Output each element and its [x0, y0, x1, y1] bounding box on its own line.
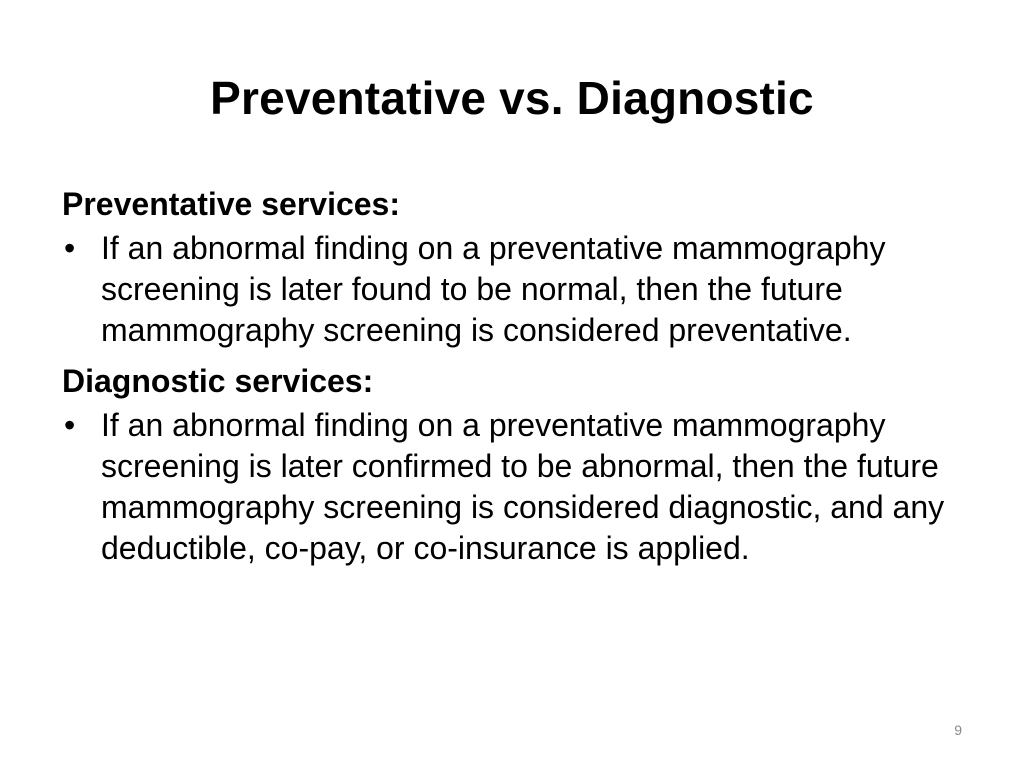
slide-content [62, 180, 972, 575]
preventative-services-bullet [62, 228, 972, 351]
diagnostic-services-bullet [62, 405, 972, 569]
bullet-text: If an abnormal finding on a preventative mammography screening is later found to be normal, then the future mammography screening is considered preventative. [101, 230, 886, 348]
slide-title: Preventative vs. Diagnostic [210, 72, 814, 124]
page-number: 9 [954, 722, 962, 738]
bullet-text: If an abnormal finding on a preventative mammography screening is later confirmed to be abnormal, then the future mammography screening is considered diagnostic, and any deductible, co-pay, or co-insurance is applied. [101, 407, 945, 566]
diagnostic-services-heading: Diagnostic services: [62, 363, 374, 399]
bullet-icon: • [64, 407, 76, 443]
bullet-icon: • [64, 230, 76, 266]
preventative-services-heading: Preventative services: [62, 186, 400, 222]
